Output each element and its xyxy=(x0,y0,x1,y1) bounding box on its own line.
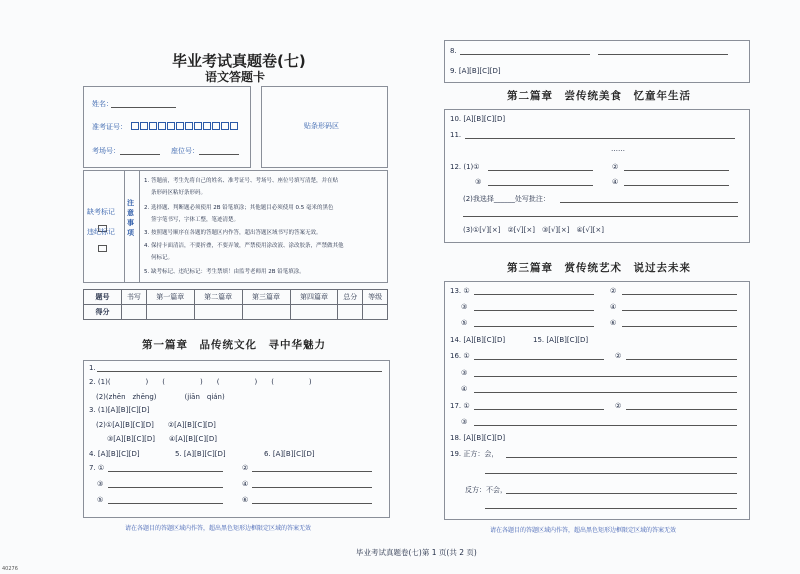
q13-answer-line[interactable] xyxy=(622,310,737,311)
seat-field[interactable] xyxy=(199,154,239,155)
room-label: 考场号： xyxy=(92,147,120,155)
violation-mark-label: 违纪标记 xyxy=(87,228,115,236)
score-header: 第二篇章 xyxy=(194,290,242,305)
q13-c3: ③ xyxy=(461,303,468,311)
q16-answer-line[interactable] xyxy=(474,359,604,360)
q7-answer-line[interactable] xyxy=(108,503,223,504)
q16-line: 16. ① xyxy=(450,352,470,360)
score-header: 等级 xyxy=(363,290,388,305)
score-header: 书写 xyxy=(122,290,147,305)
q7-c3: ③ xyxy=(97,480,104,488)
q12b-line: (2)我选择______处写批注： xyxy=(463,195,550,203)
q17-line: 17. ① xyxy=(450,402,470,410)
q11-dots: …… xyxy=(611,145,625,153)
notice-item: 1. 答题前，考生先将自己的姓名、准考证号、考场号、座位号填写清楚，并在贴 xyxy=(144,178,338,184)
score-cell[interactable] xyxy=(338,305,363,320)
barcode-label: 贴条形码区 xyxy=(304,122,339,130)
q2b-line: (2)(zhēn zhēng) (jiān qián) xyxy=(96,393,225,401)
seat-label: 座位号： xyxy=(171,147,199,155)
q8-label: 8. xyxy=(450,47,457,55)
q13-line: 13. ① xyxy=(450,287,470,295)
q13-c4: ④ xyxy=(610,303,617,311)
q7-c2: ② xyxy=(242,464,249,472)
q6-line: 6. [A][B][C][D] xyxy=(264,450,315,458)
chapter2-title: 第二篇章 尝传统美食 忆童年生活 xyxy=(507,90,691,102)
violation-mark-box[interactable] xyxy=(98,238,107,257)
q12-answer-line[interactable] xyxy=(624,185,729,186)
q3b-line: (2)①[A][B][C][D] ②[A][B][C][D] xyxy=(96,421,216,429)
q17-c2: ② xyxy=(615,402,622,410)
exam-number-label: 准考证号： xyxy=(92,123,127,131)
score-header: 题号 xyxy=(84,290,122,305)
q5-line: 5. [A][B][C][D] xyxy=(175,450,226,458)
notice-heading: 注意事项 xyxy=(127,199,134,237)
q7-c5: ⑤ xyxy=(97,496,104,504)
q18-line: 18. [A][B][C][D] xyxy=(450,434,506,442)
q11-label: 11. xyxy=(450,131,462,139)
q7-c6: ⑥ xyxy=(242,496,249,504)
q7-answer-line[interactable] xyxy=(252,487,372,488)
q16-answer-line[interactable] xyxy=(626,359,737,360)
name-label: 姓名： xyxy=(92,100,113,108)
notice-item: 签字笔书写，字体工整，笔迹清楚。 xyxy=(151,217,240,223)
notice-item: 3. 按照题号顺序在各题的答题区内作答，超出答题区域书写的答案无效。 xyxy=(144,230,322,236)
chapter3-answer-area xyxy=(444,281,750,520)
score-table xyxy=(83,289,388,320)
q7-answer-line[interactable] xyxy=(108,487,223,488)
q12-c4: ④ xyxy=(612,178,619,186)
q4-line: 4. [A][B][C][D] xyxy=(89,450,140,458)
q16-c3: ③ xyxy=(461,369,468,377)
q3c-line: ③[A][B][C][D] ④[A][B][C][D] xyxy=(107,435,217,443)
q19-answer-line[interactable] xyxy=(485,508,737,509)
chapter3-title: 第三篇章 赏传统艺术 说过去未来 xyxy=(507,262,691,274)
exam-number-boxes[interactable] xyxy=(131,122,239,130)
q13-answer-line[interactable] xyxy=(474,294,594,295)
score-cell[interactable] xyxy=(363,305,388,320)
q8-q9-area xyxy=(444,40,750,83)
score-cell[interactable] xyxy=(290,305,338,320)
q13-answer-line[interactable] xyxy=(622,294,737,295)
q12-c3: ③ xyxy=(475,178,482,186)
score-header: 总分 xyxy=(338,290,363,305)
q19-answer-line[interactable] xyxy=(506,457,737,458)
q1-answer-line[interactable] xyxy=(97,371,382,372)
q7-line: 7. ① xyxy=(89,464,105,472)
score-header: 第一篇章 xyxy=(146,290,194,305)
q16-c4: ④ xyxy=(461,385,468,393)
q11-answer-line[interactable] xyxy=(465,138,735,139)
name-field[interactable] xyxy=(111,107,176,108)
left-warning: 请在各题目的答题区域内作答，超出黑色矩形边框限定区域的答案无效 xyxy=(125,525,312,532)
score-cell[interactable] xyxy=(242,305,290,320)
q12-c2: ② xyxy=(612,163,619,171)
right-warning: 请在各题目的答题区域内作答，超出黑色矩形边框限定区域的答案无效 xyxy=(490,527,677,534)
notice-item: 何标记。 xyxy=(151,255,174,261)
room-field[interactable] xyxy=(120,154,160,155)
q16-answer-line[interactable] xyxy=(474,392,737,393)
score-cell[interactable] xyxy=(122,305,147,320)
q12-answer-line[interactable] xyxy=(624,170,729,171)
q10-line: 10. [A][B][C][D] xyxy=(450,115,506,123)
score-header: 第四篇章 xyxy=(290,290,338,305)
page-title: 毕业考试真题卷(七) xyxy=(172,52,306,70)
absent-mark-label: 缺考标记 xyxy=(87,208,115,216)
score-header: 第三篇章 xyxy=(242,290,290,305)
q12b-answer-line[interactable] xyxy=(463,216,738,217)
page-footer: 毕业考试真题卷(七)第 1 页(共 2 页) xyxy=(356,548,477,557)
q19-answer-line[interactable] xyxy=(485,473,737,474)
q12-answer-line[interactable] xyxy=(488,170,593,171)
q7-answer-line[interactable] xyxy=(108,471,223,472)
q3a-line: 3. (1)[A][B][C][D] xyxy=(89,406,150,414)
q13-answer-line[interactable] xyxy=(622,326,737,327)
score-row-label: 得分 xyxy=(84,305,122,320)
q13-c2: ② xyxy=(610,287,617,295)
notice-item: 2. 选择题、判断题必须使用 2B 铅笔填涂；其他题目必须使用 0.5 毫米的黑色 xyxy=(144,205,334,211)
q2-line: 2. (1)( ) ( ) ( ) ( ) xyxy=(89,378,312,386)
q13-answer-line[interactable] xyxy=(474,326,594,327)
q12b-answer-line[interactable] xyxy=(560,202,738,203)
chapter1-title: 第一篇章 品传统文化 寻中华魅力 xyxy=(142,339,326,351)
corner-code: 40276 xyxy=(2,566,18,572)
q19-line: 19. 正方：会， xyxy=(450,450,499,458)
q15-line: 15. [A][B][C][D] xyxy=(533,336,589,344)
q17-answer-line[interactable] xyxy=(626,409,737,410)
q17-c3: ③ xyxy=(461,418,468,426)
chapter2-answer-area xyxy=(444,109,750,243)
q17-answer-line[interactable] xyxy=(474,409,604,410)
q13-c5: ⑤ xyxy=(461,319,468,327)
notice-item: 5. 缺考标记、违纪标记：考生禁填！由监考老师用 2B 铅笔填涂。 xyxy=(144,269,305,275)
q9-line: 9. [A][B][C][D] xyxy=(450,67,501,75)
notice-item: 4. 保持卡面清洁，不要折叠，不要弄皱，严禁使用涂改液、涂改胶条，严禁做其他 xyxy=(144,243,344,249)
score-cell[interactable] xyxy=(194,305,242,320)
q12-line: 12. (1)① xyxy=(450,163,480,171)
q13-answer-line[interactable] xyxy=(474,310,594,311)
q17-answer-line[interactable] xyxy=(474,425,737,426)
notice-item: 条形码区粘好条形码。 xyxy=(151,190,207,196)
q1-label: 1. xyxy=(89,364,96,372)
q7-answer-line[interactable] xyxy=(252,503,372,504)
q14-line: 14. [A][B][C][D] xyxy=(450,336,506,344)
q16-answer-line[interactable] xyxy=(474,376,737,377)
q19b-line: 反方：不会， xyxy=(465,486,507,494)
score-cell[interactable] xyxy=(146,305,194,320)
q8-answer-line[interactable] xyxy=(598,54,728,55)
q16-c2: ② xyxy=(615,352,622,360)
page-subtitle: 语文答题卡 xyxy=(205,70,266,84)
q13-c6: ⑥ xyxy=(610,319,617,327)
q12-answer-line[interactable] xyxy=(488,185,593,186)
q7-answer-line[interactable] xyxy=(252,471,372,472)
q7-c4: ④ xyxy=(242,480,249,488)
q19-answer-line[interactable] xyxy=(506,493,737,494)
q12c-line: (3)①[√][×] ②[√][×] ③[√][×] ④[√][×] xyxy=(463,226,605,234)
q8-answer-line[interactable] xyxy=(460,54,590,55)
